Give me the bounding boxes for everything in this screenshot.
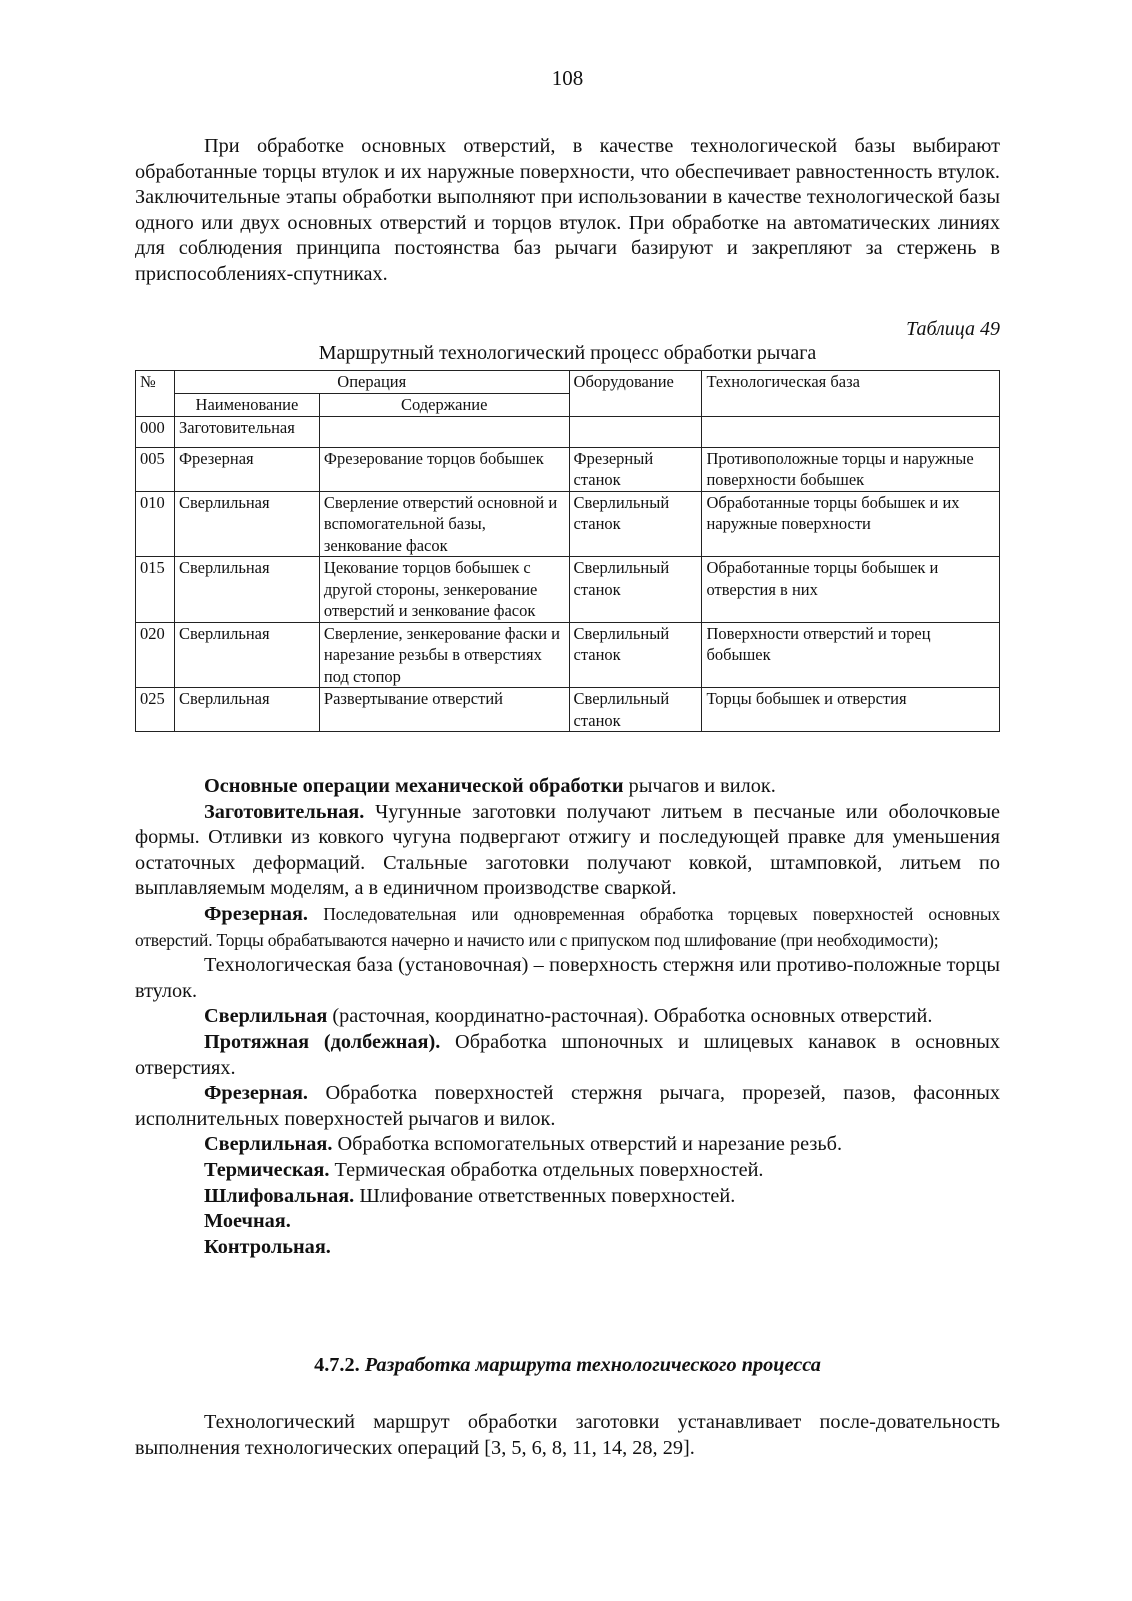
table-row: [136, 557, 1000, 623]
operation-text: Обработка поверхностей стержня рычага, прорезей, пазов, фасонных исполнительных поверхностей рычагов и вилок.: [135, 1082, 1000, 1130]
operation-text: Последовательная или одновременная обработка торцевых поверхностей основных отверстий. Торцы обрабатываются начерно и начисто или с припуском под шлифование (при необходимости);: [135, 903, 1000, 950]
cell-base: [702, 416, 1000, 447]
operation-name: Сверлильная: [204, 1005, 328, 1028]
operations-heading-bold: Основные операции механической обработки: [204, 775, 624, 797]
operation-item: [135, 1132, 1000, 1158]
cell-name: Заготовительная: [174, 416, 319, 447]
operation-name: Моечная.: [204, 1210, 291, 1233]
header-operation: Операция: [174, 371, 569, 394]
final-paragraph: Технологический маршрут обработки заготовки устанавливает после-довательность выполнения технологических операций [3, 5, 6, 8, 11, 14, 28, 29].: [135, 1411, 1000, 1459]
operation-item: [135, 1184, 1000, 1210]
operation-name: Фрезерная.: [204, 902, 309, 925]
table-row: [136, 622, 1000, 688]
operation-text: Чугунные заготовки получают литьем в песчаные или оболочковые формы. Отливки из ковкого чугуна подвергают отжигу и последующей правке для уменьшения остаточных деформаций. Стальные заготовки получают ковкой, штамповкой, литьем по выплавляемым моделям, а в единичном производстве сваркой.: [135, 800, 1000, 900]
operation-item: [135, 1030, 1000, 1081]
cell-content: Сверление, зенкерование фаски и нарезание резьбы в отверстиях под стопор: [319, 622, 569, 688]
cell-num: 010: [136, 491, 175, 557]
cell-name: Сверлильная: [174, 622, 319, 688]
operation-text: Термическая обработка отдельных поверхностей.: [329, 1158, 764, 1181]
cell-name: Сверлильная: [174, 491, 319, 557]
cell-equipment: Сверлильный станок: [569, 622, 702, 688]
operation-item: [135, 800, 1000, 902]
operation-item: [135, 1235, 1000, 1261]
cell-base: Обработанные торцы бобышек и отверстия в них: [702, 557, 1000, 623]
cell-content: Сверление отверстий основной и вспомогательной базы, зенкование фасок: [319, 491, 569, 557]
cell-equipment: [569, 416, 702, 447]
cell-num: 000: [136, 416, 175, 447]
cell-equipment: Сверлильный станок: [569, 557, 702, 623]
header-base: Технологическая база: [702, 371, 1000, 417]
operations-heading: [135, 774, 1000, 800]
operations-heading-rest: рычагов и вилок.: [623, 775, 776, 797]
cell-base: Обработанные торцы бобышек и их наружные поверхности: [702, 491, 1000, 557]
cell-equipment: Фрезерный станок: [569, 447, 702, 491]
operations-section: [135, 774, 1000, 1260]
operation-name: Заготовительная.: [204, 800, 365, 823]
cell-name: Сверлильная: [174, 688, 319, 732]
cell-num: 005: [136, 447, 175, 491]
table-title: Маршрутный технологический процесс обработки рычага: [318, 342, 817, 364]
cell-equipment: Сверлильный станок: [569, 491, 702, 557]
operation-text: Обработка вспомогательных отверстий и нарезание резьб.: [332, 1133, 843, 1156]
subsection-heading: [135, 1354, 1000, 1377]
cell-content: Развертывание отверстий: [319, 688, 569, 732]
cell-content: Фрезерование торцов бобышек: [319, 447, 569, 491]
cell-base: Поверхности отверстий и торец бобышек: [702, 622, 1000, 688]
table-row: [136, 416, 1000, 447]
operation-text: Обработка шпоночных и шлицевых канавок в основных отверстиях.: [135, 1030, 1001, 1079]
route-table: [135, 370, 1000, 732]
cell-base: Противоположные торцы и наружные поверхности бобышек: [702, 447, 1000, 491]
cell-equipment: Сверлильный станок: [569, 688, 702, 732]
page-number: 108: [551, 66, 584, 90]
operation-text: (расточная, координатно-расточная). Обработка основных отверстий.: [327, 1005, 933, 1028]
intro-paragraph: При обработке основных отверстий, в качестве технологической базы выбирают обработанные торцы втулок и их наружные поверхности, что обеспечивает равностенность втулок. Заключительные этапы обработки выполняют при использовании в качестве технологической базы одного или двух основных отверстий и торцов втулок. При обработке на автоматических линиях для соблюдения принципа постоянства баз рычаги базируют и закрепляют за стержень в приспособлениях-спутниках.: [135, 135, 1000, 285]
operation-name: Сверлильная.: [204, 1133, 333, 1156]
table-row: [136, 491, 1000, 557]
operation-name: Термическая.: [204, 1158, 330, 1181]
cell-content: [319, 416, 569, 447]
cell-name: Фрезерная: [174, 447, 319, 491]
operation-text: Шлифование ответственных поверхностей.: [354, 1184, 736, 1207]
operation-item: [135, 1158, 1000, 1184]
table-row: [136, 688, 1000, 732]
subsection-number: 4.7.2.: [314, 1354, 360, 1376]
operation-text: Технологическая база (установочная) – поверхность стержня или противо-положные торцы втулок.: [135, 954, 1000, 1002]
operation-name: Шлифовальная.: [204, 1184, 355, 1207]
table-label: Таблица 49: [906, 318, 1000, 340]
header-name: Наименование: [174, 393, 319, 416]
operation-name: Контрольная.: [204, 1235, 331, 1258]
table-row: [136, 447, 1000, 491]
cell-num: 020: [136, 622, 175, 688]
operation-name: Протяжная (долбежная).: [204, 1030, 441, 1053]
cell-num: 025: [136, 688, 175, 732]
operation-item: [135, 1004, 1000, 1030]
cell-num: 015: [136, 557, 175, 623]
cell-content: Цекование торцов бобышек с другой стороны, зенкерование отверстий и зенкование фасок: [319, 557, 569, 623]
cell-name: Сверлильная: [174, 557, 319, 623]
header-equipment: Оборудование: [569, 371, 702, 417]
operation-item: [135, 953, 1000, 1004]
operation-name: Фрезерная.: [204, 1082, 309, 1105]
cell-base: Торцы бобышек и отверстия: [702, 688, 1000, 732]
operation-item: [135, 902, 1000, 953]
operation-item: [135, 1209, 1000, 1235]
operation-item: [135, 1081, 1000, 1132]
header-content: Содержание: [319, 393, 569, 416]
header-num: №: [136, 371, 175, 417]
subsection-title: Разработка маршрута технологического процесса: [364, 1354, 821, 1376]
